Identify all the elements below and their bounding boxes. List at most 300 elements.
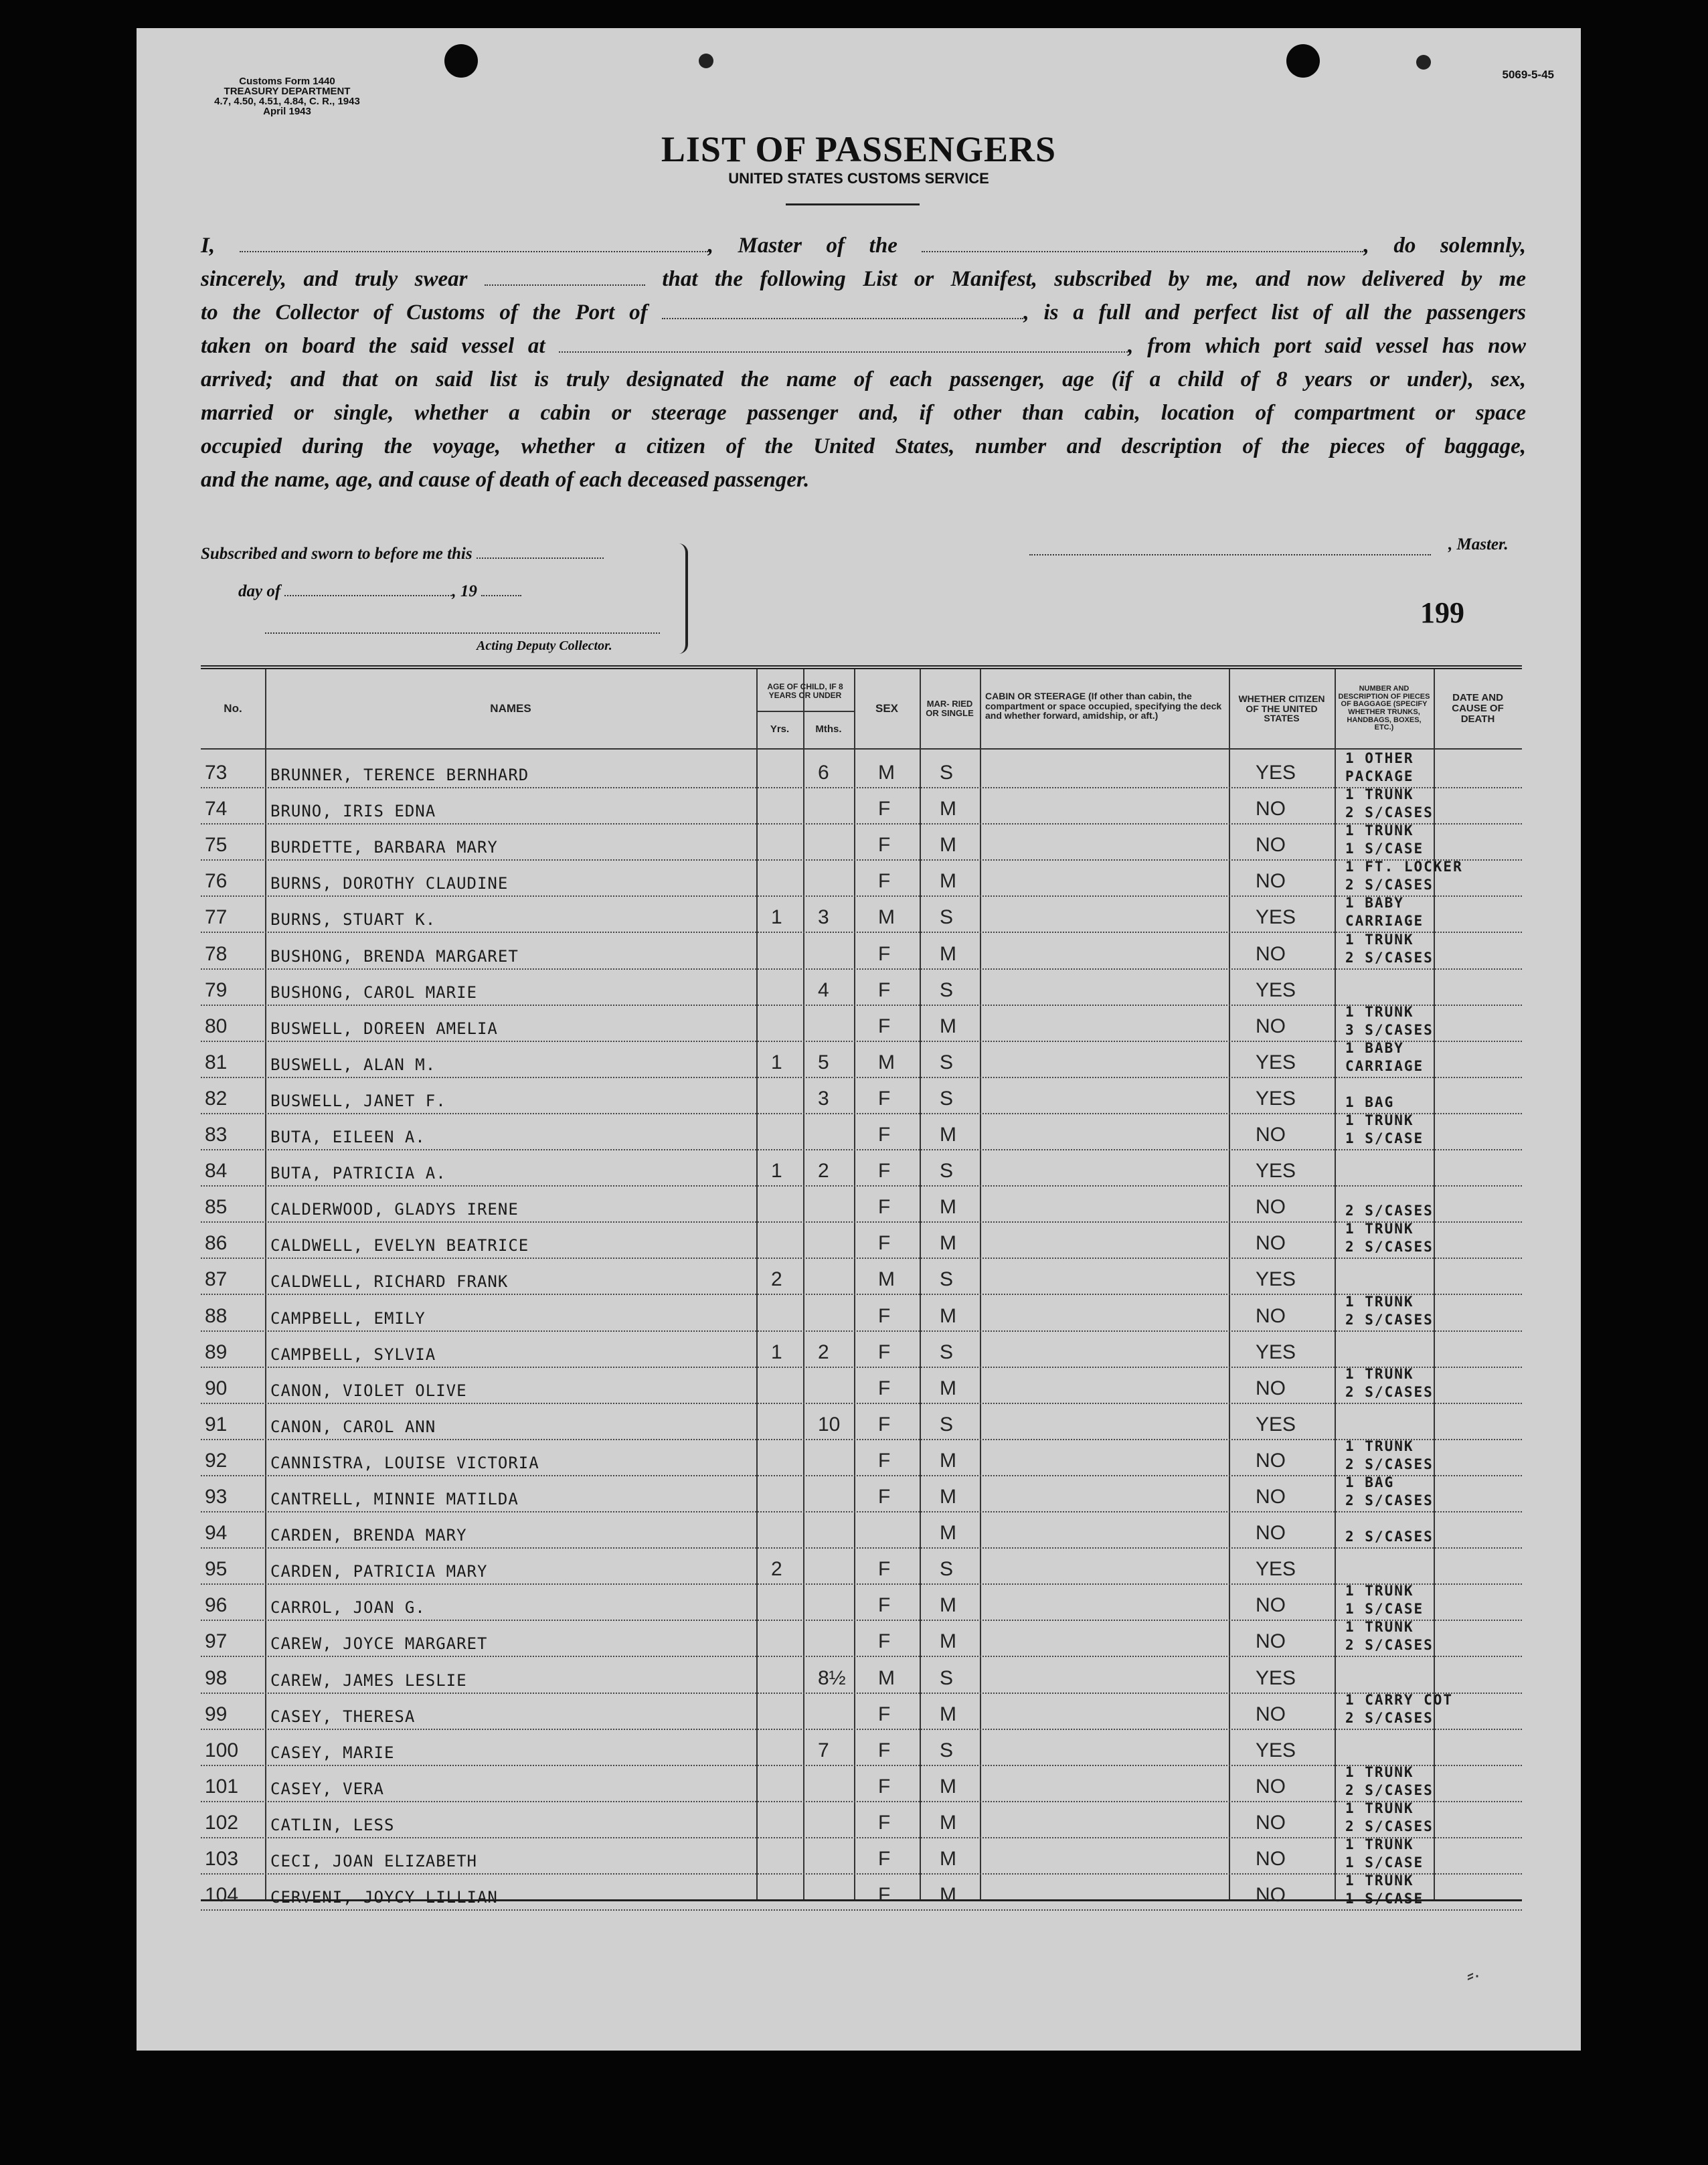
oath-line: taken on board the said vessel at , from which port said vessel has now xyxy=(201,334,1526,358)
passenger-name: BURNS, DOROTHY CLAUDINE xyxy=(270,874,509,893)
age-years: 1 xyxy=(771,906,782,929)
baggage-item: CARRIAGE xyxy=(1345,1057,1424,1074)
baggage-item: 2 S/CASES xyxy=(1345,1782,1434,1798)
table-row xyxy=(201,1620,1522,1657)
marital-status: M xyxy=(940,1630,956,1653)
header-cabin-or-steerage: CABIN OR STEERAGE (If other than cabin, the compartment or space occupied, specifying the deck and whether forward, amidship, or aft.) xyxy=(985,690,1222,721)
citizenship: YES xyxy=(1256,1558,1296,1581)
table-row xyxy=(201,1729,1522,1766)
passenger-table xyxy=(201,665,1522,1907)
table-row xyxy=(201,1656,1522,1694)
marital-status: M xyxy=(940,1196,956,1219)
marital-status: S xyxy=(940,1558,954,1581)
age-months: 2 xyxy=(818,1160,829,1183)
baggage-description xyxy=(1345,1094,1394,1112)
row-number: 83 xyxy=(205,1124,228,1146)
passenger-name: BRUNO, IRIS EDNA xyxy=(270,802,436,821)
passenger-name: CALDWELL, RICHARD FRANK xyxy=(270,1272,509,1292)
baggage-item: 1 BABY xyxy=(1345,895,1404,912)
table-row xyxy=(201,1221,1522,1259)
citizenship: YES xyxy=(1256,1160,1296,1183)
citizenship: NO xyxy=(1256,1304,1286,1327)
header-date-cause-of-death: DATE AND CAUSE OF DEATH xyxy=(1452,692,1504,725)
citizenship: NO xyxy=(1256,1594,1286,1617)
master-oath xyxy=(201,229,1526,497)
table-row xyxy=(201,1258,1522,1295)
citizenship: YES xyxy=(1256,1051,1296,1073)
row-number: 102 xyxy=(205,1811,239,1834)
passenger-name: CANNISTRA, LOUISE VICTORIA xyxy=(270,1453,539,1472)
header-months: Mths. xyxy=(815,723,842,735)
marital-status: M xyxy=(940,1124,956,1146)
baggage-description xyxy=(1345,750,1414,786)
baggage-item: 2 S/CASES xyxy=(1345,804,1434,821)
baggage-item: 1 TRUNK xyxy=(1345,1221,1414,1237)
sex: M xyxy=(878,1666,895,1689)
age-months: 6 xyxy=(818,762,829,784)
citizenship: NO xyxy=(1256,1884,1286,1907)
sex: M xyxy=(878,762,895,784)
header-years: Yrs. xyxy=(770,723,790,735)
header-no: No. xyxy=(224,702,242,715)
baggage-item: 1 TRUNK xyxy=(1345,1763,1414,1780)
baggage-description xyxy=(1345,1474,1434,1510)
passenger-name: CAREW, JOYCE MARGARET xyxy=(270,1634,488,1654)
baggage-description xyxy=(1345,1438,1434,1474)
row-number: 80 xyxy=(205,1015,228,1037)
marital-status: M xyxy=(940,1486,956,1508)
citizenship: NO xyxy=(1256,1015,1286,1037)
baggage-item: 1 S/CASE xyxy=(1345,1854,1424,1871)
page-title: LIST OF PASSENGERS xyxy=(661,129,1057,169)
baggage-item: 1 FT. LOCKER xyxy=(1345,859,1463,875)
passenger-name: BURDETTE, BARBARA MARY xyxy=(270,838,498,857)
row-number: 78 xyxy=(205,942,228,965)
passenger-name: CERVENI, JOYCY LILLIAN xyxy=(270,1888,498,1907)
age-years: 2 xyxy=(771,1268,782,1291)
table-row xyxy=(201,968,1522,1006)
marital-status: M xyxy=(940,1884,956,1907)
baggage-item: 1 TRUNK xyxy=(1345,822,1414,839)
row-number: 100 xyxy=(205,1739,239,1761)
passenger-name: CASEY, THERESA xyxy=(270,1707,416,1726)
row-number: 98 xyxy=(205,1666,228,1689)
sex: F xyxy=(878,1884,891,1907)
baggage-description xyxy=(1345,894,1424,930)
acting-deputy-collector-label: Acting Deputy Collector. xyxy=(477,638,612,653)
age-months: 4 xyxy=(818,978,829,1001)
sex: F xyxy=(878,1232,891,1255)
sex: F xyxy=(878,1160,891,1183)
marital-status: M xyxy=(940,834,956,857)
row-number: 104 xyxy=(205,1884,239,1907)
collector-signature-blank xyxy=(265,618,660,634)
month-blank xyxy=(284,580,452,596)
marital-status: S xyxy=(940,1666,954,1689)
baggage-item: 2 S/CASES xyxy=(1345,1529,1434,1545)
marital-status: M xyxy=(940,1811,956,1834)
sex: F xyxy=(878,1087,891,1110)
sex: F xyxy=(878,942,891,965)
age-months: 3 xyxy=(818,906,829,929)
baggage-item: 1 TRUNK xyxy=(1345,1836,1414,1852)
citizenship: NO xyxy=(1256,1486,1286,1508)
baggage-item: 1 OTHER xyxy=(1345,750,1414,766)
marital-status: M xyxy=(940,1522,956,1545)
baggage-item: 2 S/CASES xyxy=(1345,1492,1434,1508)
baggage-item: 2 S/CASES xyxy=(1345,1818,1434,1834)
sex: F xyxy=(878,1449,891,1472)
paper-blemish xyxy=(1416,55,1431,70)
baggage-description xyxy=(1345,1039,1424,1075)
sex: M xyxy=(878,1051,895,1073)
table-row xyxy=(201,1439,1522,1476)
oath-line: arrived; and that on said list is truly designated the name of each passenger, age (if a child of 8 years or under), sex, xyxy=(201,367,1526,392)
punch-hole xyxy=(444,44,478,78)
baggage-description xyxy=(1345,1763,1434,1800)
sex: F xyxy=(878,1703,891,1725)
baggage-description xyxy=(1345,1528,1434,1546)
sex: F xyxy=(878,1377,891,1399)
row-number: 76 xyxy=(205,870,228,893)
marital-status: S xyxy=(940,1413,954,1436)
passenger-name: CAMPBELL, EMILY xyxy=(270,1308,426,1328)
port-blank xyxy=(662,303,1023,319)
citizenship: NO xyxy=(1256,942,1286,965)
row-number: 73 xyxy=(205,762,228,784)
passenger-name: BRUNNER, TERENCE BERNHARD xyxy=(270,766,529,784)
citizenship: YES xyxy=(1256,762,1296,784)
citizenship: NO xyxy=(1256,1449,1286,1472)
baggage-description xyxy=(1345,1618,1434,1654)
sex: F xyxy=(878,1196,891,1219)
baggage-item: 1 TRUNK xyxy=(1345,1293,1414,1310)
marital-status: M xyxy=(940,1232,956,1255)
handwritten-mark: ⸗· xyxy=(1467,1964,1480,1986)
row-number: 88 xyxy=(205,1304,228,1327)
row-number: 91 xyxy=(205,1413,228,1436)
marital-status: M xyxy=(940,798,956,820)
citizenship: NO xyxy=(1256,1232,1286,1255)
sworn-date-blank xyxy=(477,543,604,559)
baggage-description xyxy=(1345,1836,1424,1872)
passenger-name: BUSHONG, CAROL MARIE xyxy=(270,982,477,1002)
baggage-item: 2 S/CASES xyxy=(1345,1311,1434,1328)
table-row xyxy=(201,1801,1522,1838)
table-row xyxy=(201,823,1522,861)
age-months: 5 xyxy=(818,1051,829,1073)
age-years: 1 xyxy=(771,1340,782,1363)
passenger-list-page xyxy=(137,28,1581,2051)
baggage-description xyxy=(1345,1003,1434,1039)
baggage-item: 2 S/CASES xyxy=(1345,877,1434,893)
table-row xyxy=(201,1547,1522,1585)
passenger-name: BUTA, EILEEN A. xyxy=(270,1128,426,1146)
baggage-item: 3 S/CASES xyxy=(1345,1021,1434,1038)
baggage-item: 1 TRUNK xyxy=(1345,1112,1414,1128)
header-baggage: NUMBER AND DESCRIPTION OF PIECES OF BAGGAGE (SPECIFY WHETHER TRUNKS, HANDBAGS, BOXES, ETC.) xyxy=(1338,685,1430,732)
row-number: 89 xyxy=(205,1340,228,1363)
vessel-name-blank xyxy=(922,236,1363,252)
table-row xyxy=(201,895,1522,933)
passenger-name: CANTRELL, MINNIE MATILDA xyxy=(270,1490,519,1508)
marital-status: M xyxy=(940,1449,956,1472)
passenger-name: CAMPBELL, SYLVIA xyxy=(270,1345,436,1364)
baggage-item: 1 TRUNK xyxy=(1345,1873,1414,1889)
age-months: 2 xyxy=(818,1340,829,1363)
sworn-statement: Subscribed and sworn to before me this day of , 19 xyxy=(201,535,660,648)
sex: F xyxy=(878,1340,891,1363)
row-number: 82 xyxy=(205,1087,228,1110)
citizenship: NO xyxy=(1256,798,1286,820)
table-row xyxy=(201,1149,1522,1187)
citizenship: NO xyxy=(1256,1811,1286,1834)
passenger-name: CARROL, JOAN G. xyxy=(270,1598,426,1618)
sex: F xyxy=(878,870,891,893)
brace xyxy=(677,543,688,654)
oath-line: to the Collector of Customs of the Port of , is a full and perfect list of all the passengers xyxy=(201,300,1527,325)
baggage-item: 2 S/CASES xyxy=(1345,1239,1434,1255)
punch-hole xyxy=(1286,44,1320,78)
passenger-name: CASEY, VERA xyxy=(270,1779,384,1798)
age-years: 1 xyxy=(771,1051,782,1073)
baggage-item: 1 TRUNK xyxy=(1345,1438,1414,1454)
title-divider xyxy=(786,203,920,205)
table-row xyxy=(201,1765,1522,1802)
oath-line: and the name, age, and cause of death of each deceased passenger. xyxy=(201,468,810,492)
citizenship: NO xyxy=(1256,1196,1286,1219)
row-number: 74 xyxy=(205,798,228,820)
table-row xyxy=(201,1511,1522,1549)
baggage-item: 2 S/CASES xyxy=(1345,1383,1434,1400)
passenger-name: CANON, VIOLET OLIVE xyxy=(270,1381,467,1400)
baggage-description xyxy=(1345,1691,1453,1727)
baggage-item: 1 CARRY COT xyxy=(1345,1691,1454,1708)
sex: F xyxy=(878,1015,891,1037)
page-subtitle: UNITED STATES CUSTOMS SERVICE xyxy=(728,170,989,187)
table-row xyxy=(201,1113,1522,1150)
passenger-name: CANON, CAROL ANN xyxy=(270,1417,436,1436)
baggage-item: PACKAGE xyxy=(1345,768,1414,784)
sex: F xyxy=(878,1124,891,1146)
citizenship: NO xyxy=(1256,1630,1286,1653)
passenger-name: CECI, JOAN ELIZABETH xyxy=(270,1852,477,1871)
age-months: 7 xyxy=(818,1739,829,1761)
passenger-name: CASEY, MARIE xyxy=(270,1743,395,1762)
form-number: Customs Form 1440 xyxy=(239,76,335,87)
baggage-description xyxy=(1345,786,1434,822)
row-number: 93 xyxy=(205,1486,228,1508)
baggage-item: 1 TRUNK xyxy=(1345,1619,1414,1636)
table-row xyxy=(201,1475,1522,1512)
table-row xyxy=(201,1294,1522,1332)
baggage-item: 2 S/CASES xyxy=(1345,1203,1434,1219)
year-blank xyxy=(481,580,521,596)
table-row xyxy=(201,1330,1522,1368)
oath-line: I, , Master of the , do solemnly, xyxy=(201,234,1526,258)
marital-status: M xyxy=(940,1377,956,1399)
age-months: 3 xyxy=(818,1087,829,1110)
citizenship: YES xyxy=(1256,1413,1296,1436)
marital-status: S xyxy=(940,906,954,929)
sex: F xyxy=(878,1739,891,1761)
departure-port-blank xyxy=(559,337,1128,353)
citizenship: NO xyxy=(1256,870,1286,893)
baggage-description xyxy=(1345,1202,1434,1220)
table-row xyxy=(201,1837,1522,1875)
row-number: 87 xyxy=(205,1268,228,1291)
citizenship: NO xyxy=(1256,1775,1286,1798)
baggage-item: 1 S/CASE xyxy=(1345,1130,1424,1146)
row-number: 75 xyxy=(205,834,228,857)
citizenship: YES xyxy=(1256,1268,1296,1291)
citizenship: NO xyxy=(1256,1703,1286,1725)
row-number: 84 xyxy=(205,1160,228,1183)
table-row xyxy=(201,1693,1522,1730)
table-row xyxy=(201,1005,1522,1042)
passenger-name: CARDEN, PATRICIA MARY xyxy=(270,1562,488,1581)
master-name-blank xyxy=(240,236,708,252)
row-number: 95 xyxy=(205,1558,228,1581)
baggage-item: 1 TRUNK xyxy=(1345,1583,1414,1599)
marital-status: M xyxy=(940,1304,956,1327)
baggage-description xyxy=(1345,822,1424,858)
form-regulations: 4.7, 4.50, 4.51, 4.84, C. R., 1943 xyxy=(214,96,360,107)
table-row xyxy=(201,932,1522,970)
passenger-name: BUSHONG, BRENDA MARGARET xyxy=(270,946,519,966)
marital-status: S xyxy=(940,1160,954,1183)
citizenship: YES xyxy=(1256,1739,1296,1761)
marital-status: M xyxy=(940,1594,956,1617)
row-number: 81 xyxy=(205,1051,228,1073)
age-months: 10 xyxy=(818,1413,841,1436)
citizenship: YES xyxy=(1256,1340,1296,1363)
header-married-or-single: MAR- RIED OR SINGLE xyxy=(926,699,974,718)
table-row xyxy=(201,1583,1522,1621)
baggage-item: 2 S/CASES xyxy=(1345,1637,1434,1654)
marital-status: S xyxy=(940,1087,954,1110)
baggage-item: 2 S/CASES xyxy=(1345,949,1434,966)
passenger-name: CARDEN, BRENDA MARY xyxy=(270,1526,467,1545)
marital-status: M xyxy=(940,1703,956,1725)
form-identifier xyxy=(200,76,374,116)
baggage-item: 1 TRUNK xyxy=(1345,931,1414,948)
citizenship: YES xyxy=(1256,1087,1296,1110)
sex: F xyxy=(878,1775,891,1798)
table-row xyxy=(201,1041,1522,1078)
age-years: 1 xyxy=(771,1160,782,1183)
row-number: 101 xyxy=(205,1775,239,1798)
sex: F xyxy=(878,834,891,857)
baggage-item: 2 S/CASES xyxy=(1345,1456,1434,1472)
baggage-item: 1 TRUNK xyxy=(1345,1800,1414,1816)
sex: F xyxy=(878,1558,891,1581)
baggage-item: 2 S/CASES xyxy=(1345,1709,1434,1726)
citizenship: NO xyxy=(1256,1124,1286,1146)
age-years: 2 xyxy=(771,1558,782,1581)
table-row xyxy=(201,1367,1522,1404)
sex: F xyxy=(878,1594,891,1617)
baggage-item: CARRIAGE xyxy=(1345,913,1424,930)
master-label: , Master. xyxy=(1448,535,1509,553)
citizenship: NO xyxy=(1256,1848,1286,1870)
sex: M xyxy=(878,906,895,929)
header-citizen: WHETHER CITIZEN OF THE UNITED STATES xyxy=(1238,693,1325,724)
row-number: 96 xyxy=(205,1594,228,1617)
marital-status: M xyxy=(940,870,956,893)
citizenship: YES xyxy=(1256,1666,1296,1689)
baggage-description xyxy=(1345,1800,1434,1836)
baggage-description xyxy=(1345,858,1463,894)
table-row xyxy=(201,787,1522,825)
passenger-name: CALDERWOOD, GLADYS IRENE xyxy=(270,1200,519,1219)
marital-status: S xyxy=(940,1739,954,1761)
baggage-item: 1 S/CASE xyxy=(1345,841,1424,857)
baggage-description xyxy=(1345,1220,1434,1256)
master-signature-blank xyxy=(1029,537,1431,555)
baggage-item: 1 TRUNK xyxy=(1345,1003,1414,1020)
baggage-item: 1 BAG xyxy=(1345,1474,1395,1490)
baggage-description xyxy=(1345,931,1434,967)
header-age-of-child: AGE OF CHILD, IF 8 YEARS OR UNDER xyxy=(767,682,843,700)
marital-status: S xyxy=(940,762,954,784)
row-number: 77 xyxy=(205,906,228,929)
passenger-name: BUSWELL, ALAN M. xyxy=(270,1055,436,1074)
row-number: 103 xyxy=(205,1848,239,1870)
sex: M xyxy=(878,1268,895,1291)
sex: F xyxy=(878,798,891,820)
sex: F xyxy=(878,1848,891,1870)
citizenship: NO xyxy=(1256,1522,1286,1545)
passenger-name: CALDWELL, EVELYN BEATRICE xyxy=(270,1236,529,1255)
row-number: 90 xyxy=(205,1377,228,1399)
baggage-description xyxy=(1345,1293,1434,1329)
sex: F xyxy=(878,1304,891,1327)
row-number: 92 xyxy=(205,1449,228,1472)
sex: F xyxy=(878,1413,891,1436)
oath-line: occupied during the voyage, whether a citizen of the United States, number and description of the pieces of baggage, xyxy=(201,434,1526,458)
header-sex: SEX xyxy=(875,702,899,715)
row-number: 94 xyxy=(205,1522,228,1545)
page-number: 199 xyxy=(1420,596,1464,629)
table-row xyxy=(201,751,1522,788)
marital-status: S xyxy=(940,1268,954,1291)
row-number: 85 xyxy=(205,1196,228,1219)
passenger-name: BUSWELL, DOREEN AMELIA xyxy=(270,1019,498,1038)
citizenship: YES xyxy=(1256,906,1296,929)
table-row xyxy=(201,1873,1522,1911)
baggage-description xyxy=(1345,1365,1434,1401)
marital-status: S xyxy=(940,1340,954,1363)
marital-status: M xyxy=(940,1775,956,1798)
baggage-item: 1 TRUNK xyxy=(1345,786,1414,803)
age-months: 8½ xyxy=(818,1666,846,1689)
passenger-name: BUSWELL, JANET F. xyxy=(270,1091,446,1110)
marital-status: M xyxy=(940,1015,956,1037)
row-number: 97 xyxy=(205,1630,228,1653)
sex: F xyxy=(878,1630,891,1653)
marital-status: S xyxy=(940,978,954,1001)
passenger-name: BUTA, PATRICIA A. xyxy=(270,1164,446,1183)
table-row xyxy=(201,859,1522,897)
baggage-item: 1 BAG xyxy=(1345,1094,1395,1110)
oath-line: married or single, whether a cabin or steerage passenger and, if other than cabin, location of compartment or space xyxy=(201,401,1526,425)
row-number: 99 xyxy=(205,1703,228,1725)
baggage-item: 1 BABY xyxy=(1345,1039,1404,1056)
form-department: TREASURY DEPARTMENT xyxy=(224,86,351,97)
header-rule xyxy=(201,748,1522,750)
header-names: NAMES xyxy=(490,702,531,715)
